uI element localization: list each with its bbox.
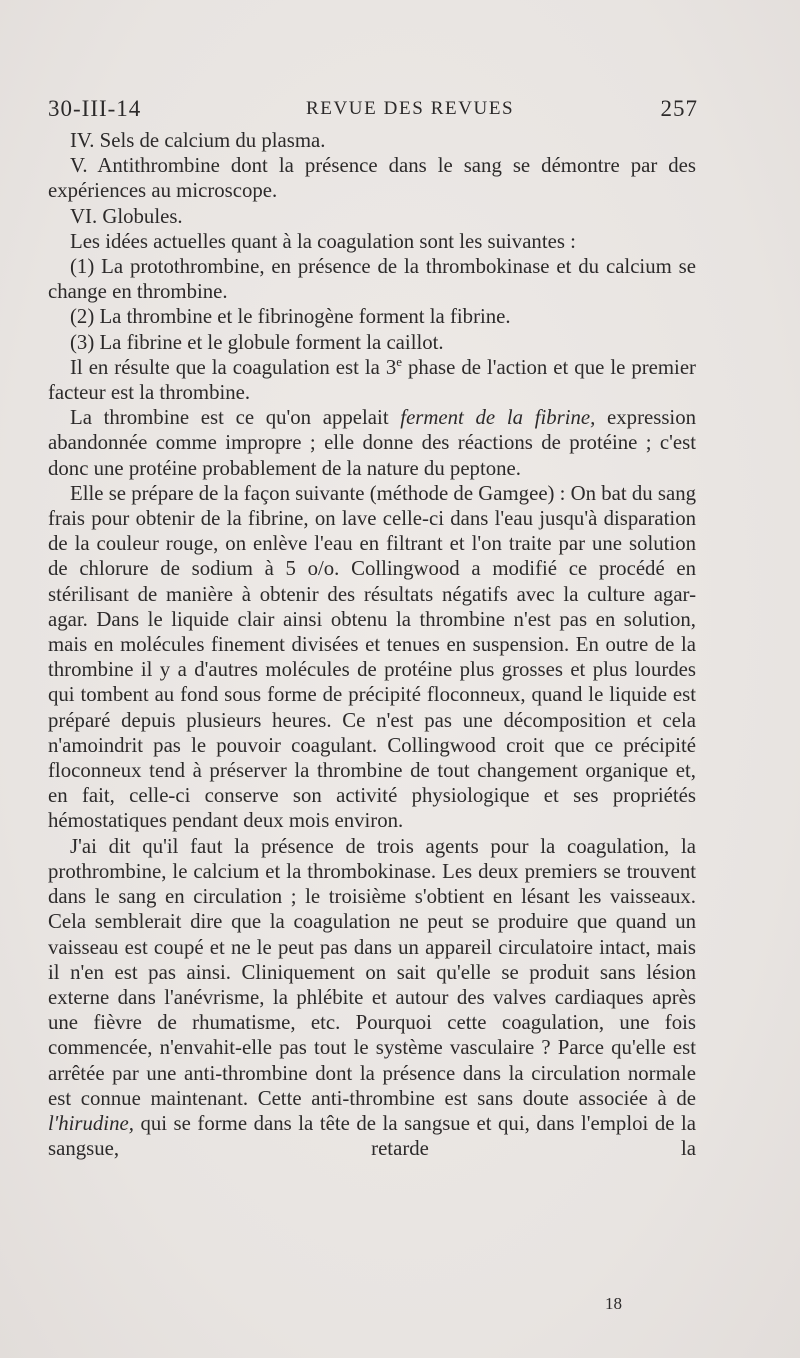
paragraph-result <box>48 355 696 405</box>
paragraph-thrombin-text-end: expression abandonnée comme impropre ; elle donne des réactions de protéine ; c'est donc une protéine probablement de la nature du peptone. <box>48 406 696 480</box>
paragraph-preparation: Elle se prépare de la façon suivante (méthode de Gamgee) : On bat du sang frais pour obtenir de la fibrine, on lave celle-ci dans l'eau jusqu'à disparation de la couleur rouge, on enlève l'eau en filtrant et l'on traite par une solution de chlorure de sodium à 5 o/o. Collingwood a modifié ce procédé en stérilisant de manière à obtenir des résultats négatifs avec la culture agar-agar. Dans le liquide clair ainsi obtenu la thrombine n'est pas en solution, mais en molécules finement divisées et tenues en suspension. En outre de la thrombine il y a d'autres molécules de protéine plus grosses et plus lourdes qui tombent au fond sous forme de précipité floconneux, quand le liquide est préparé depuis plusieurs heures. Ce n'est pas une décomposition et cela n'amoindrit pas le pouvoir coagulant. Collingwood croit que ce précipité floconneux tend à préserver la thrombine de tout changement organique et, en fait, celle-ci conserve son activité physiologique et ses propriétés hémostatiques pendant deux mois environ. <box>48 481 696 833</box>
paragraph-point-2: (2) La thrombine et le fibrinogène forment la fibrine. <box>70 305 511 329</box>
body-text <box>48 128 696 1161</box>
italic-term-hirudine: l'hirudine, <box>48 1111 134 1135</box>
paragraph-result-text-end: phase de l'action et que le premier facteur est la thrombine. <box>48 355 696 405</box>
running-header <box>48 96 698 126</box>
header-journal-title: REVUE DES REVUES <box>306 98 515 119</box>
paragraph-thrombin <box>48 405 696 481</box>
paragraph-item-vi: VI. Globules. <box>70 204 183 228</box>
paragraph-item-v: V. Antithrombine dont la présence dans le sang se démontre par des expériences au microscope. <box>48 154 696 203</box>
paragraph-point-3: (3) La fibrine et le globule forment la caillot. <box>70 330 444 354</box>
paragraph-item-iv: IV. Sels de calcium du plasma. <box>70 129 326 152</box>
paragraph-current-ideas: Les idées actuelles quant à la coagulation sont les suivantes : <box>70 229 576 253</box>
header-page-number: 257 <box>660 96 698 121</box>
paragraph-agents-text-end: qui se forme dans la tête de la sangsue et qui, dans l'emploi de la sangsue, retarde la <box>48 1111 696 1161</box>
paragraph-result-text: Il en résulte que la coagulation est la 3 <box>70 355 397 379</box>
paragraph-agents <box>48 834 696 1162</box>
paragraph-thrombin-text: La thrombine est ce qu'on appelait <box>70 406 401 430</box>
paragraph-point-1: (1) La protothrombine, en présence de la thrombokinase et du calcium se change en thrombine. <box>48 255 696 304</box>
paragraph-agents-text: J'ai dit qu'il faut la présence de trois agents pour la coagulation, la prothrombine, le calcium et la thrombokinase. Les deux premiers se trouvent dans le sang en circulation ; le troisième s'obtient en lésant les vaisseaux. Cela semblerait dire que la coagulation ne peut se produire que quand un vaisseau est coupé et ne le peut pas dans un appareil circulatoire intact, mais il n'en est pas ainsi. Cliniquement on sait qu'elle se produit sans lésion externe dans l'anévrisme, la phlébite et autour des valves cardiaques après une fièvre de rhumatisme, etc. Pourquoi cette coagulation, une fois commencée, n'envahit-elle pas tout le système vasculaire ? Parce qu'elle est arrêtée par une anti-thrombine dont la présence dans la circulation normale est connue maintenant. Cette anti-thrombine est sans doute associée à de <box>48 834 696 1110</box>
header-date: 30-III-14 <box>48 96 142 121</box>
italic-term-ferment: ferment de la fibrine, <box>400 406 596 430</box>
signature-folio: 18 <box>605 1294 622 1313</box>
ordinal-superscript: e <box>396 353 403 369</box>
